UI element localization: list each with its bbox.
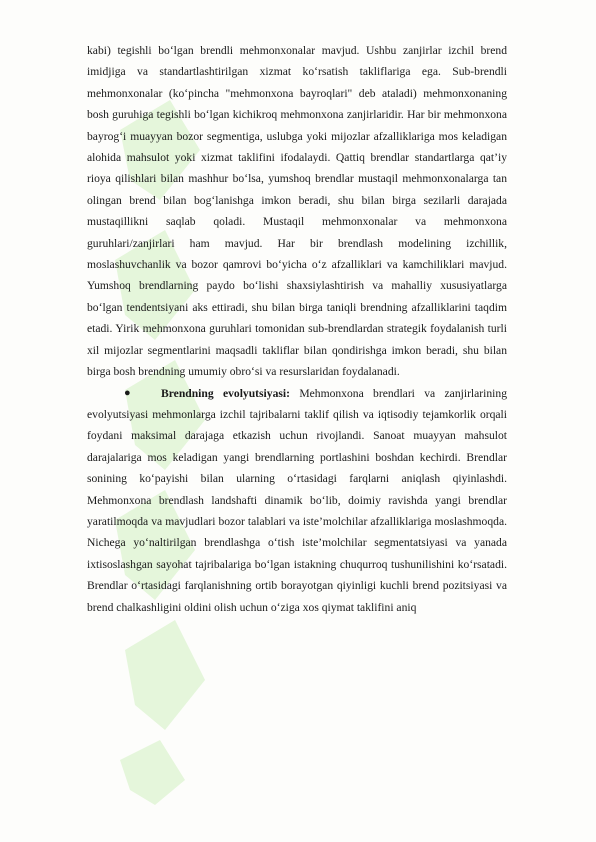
bullet-heading: Brendning evolyutsiyasi: — [161, 386, 290, 400]
paragraph-1: kabi) tegishli bo‘lgan brendli mehmonxonalar mavjud. Ushbu zanjirlar izchil brend imidjiga va standartlashtirilgan xizmat ko‘rsatish takliflariga ega. Sub-brendli mehmonxonalar (ko‘pincha "mehmonxona bayroqlari" deb ataladi) mehmonxonaning bosh guruhiga tegishli bo‘lgan kichikroq mehmonxona zanjirlaridir. Har bir mehmonxona bayrog‘i muayyan bozor segmentiga, uslubga yoki mijozlar afzalliklariga mos keladigan alohida mahsulot yoki xizmat taklifini ifodalaydi. Qattiq brendlar standartlarga qat’iy rioya qilishlari bilan mashhur bo‘lsa, yumshoq brendlar mustaqil mehmonxonalarga tan olingan brend bilan bog‘lanishga imkon beradi, shu bilan birga sezilarli darajada mustaqillikni saqlab qoladi. Mustaqil mehmonxonalar va mehmonxona guruhlari/zanjirlari ham mavjud. Har bir brendlash modelining izchillik, moslashuvchanlik va bozor qamrovi bo‘yicha o‘z afzalliklari va kamchiliklari mavjud. Yumshoq brendlarning paydo bo‘lishi shaxsiylashtirish va mahalliy xususiyatlarga bo‘lgan tendentsiyani aks ettiradi, shu bilan birga taniqli brendning afzalliklarini taqdim etadi. Yirik mehmonxona guruhlari tomonidan sub-brendlardan strategik foydalanish turli xil mijozlar segmentlarini maqsadli takliflar bilan qondirishga imkon beradi, shu bilan birga bosh brendning umumiy obro‘si va resurslaridan foydalanadi. — [87, 44, 507, 379]
body-text — [87, 40, 507, 618]
bullet-icon: ● — [124, 386, 131, 399]
bullet-text: Mehmonxona brendlari va zanjirlarining evolyutsiyasi mehmonlarga izchil tajribalarni taklif qilish va iqtisodiy tejamkorlik orqali foydani maksimal darajaga etkazish uchun rivojlandi. Sanoat muayyan mahsulot darajalariga mos keladigan yangi brendlarning portlashini boshdan kechirdi. Brendlar sonining ko‘payishi bilan ularning o‘rtasidagi farqlarni aniqlash qiyinlashdi. Mehmonxona brendlash landshafti dinamik bo‘lib, doimiy ravishda yangi brendlar yaratilmoqda va mavjudlari bozor talablari va iste’molchilar afzalliklariga moslashmoqda. Nichega yo‘naltirilgan brendlashga o‘tish iste’molchilar segmentatsiyasi va yanada ixtisoslashgan sayohat tajribalariga bo‘lgan istakning chuqurroq tushunilishini ko‘rsatadi. Brendlar o‘rtasidagi farqlanishning ortib borayotgan qiyinligi kuchli brend pozitsiyasi va brend chalkashligini oldini olish uchun o‘ziga xos qiymat taklifini aniq — [87, 386, 507, 614]
bullet-paragraph — [87, 383, 507, 618]
